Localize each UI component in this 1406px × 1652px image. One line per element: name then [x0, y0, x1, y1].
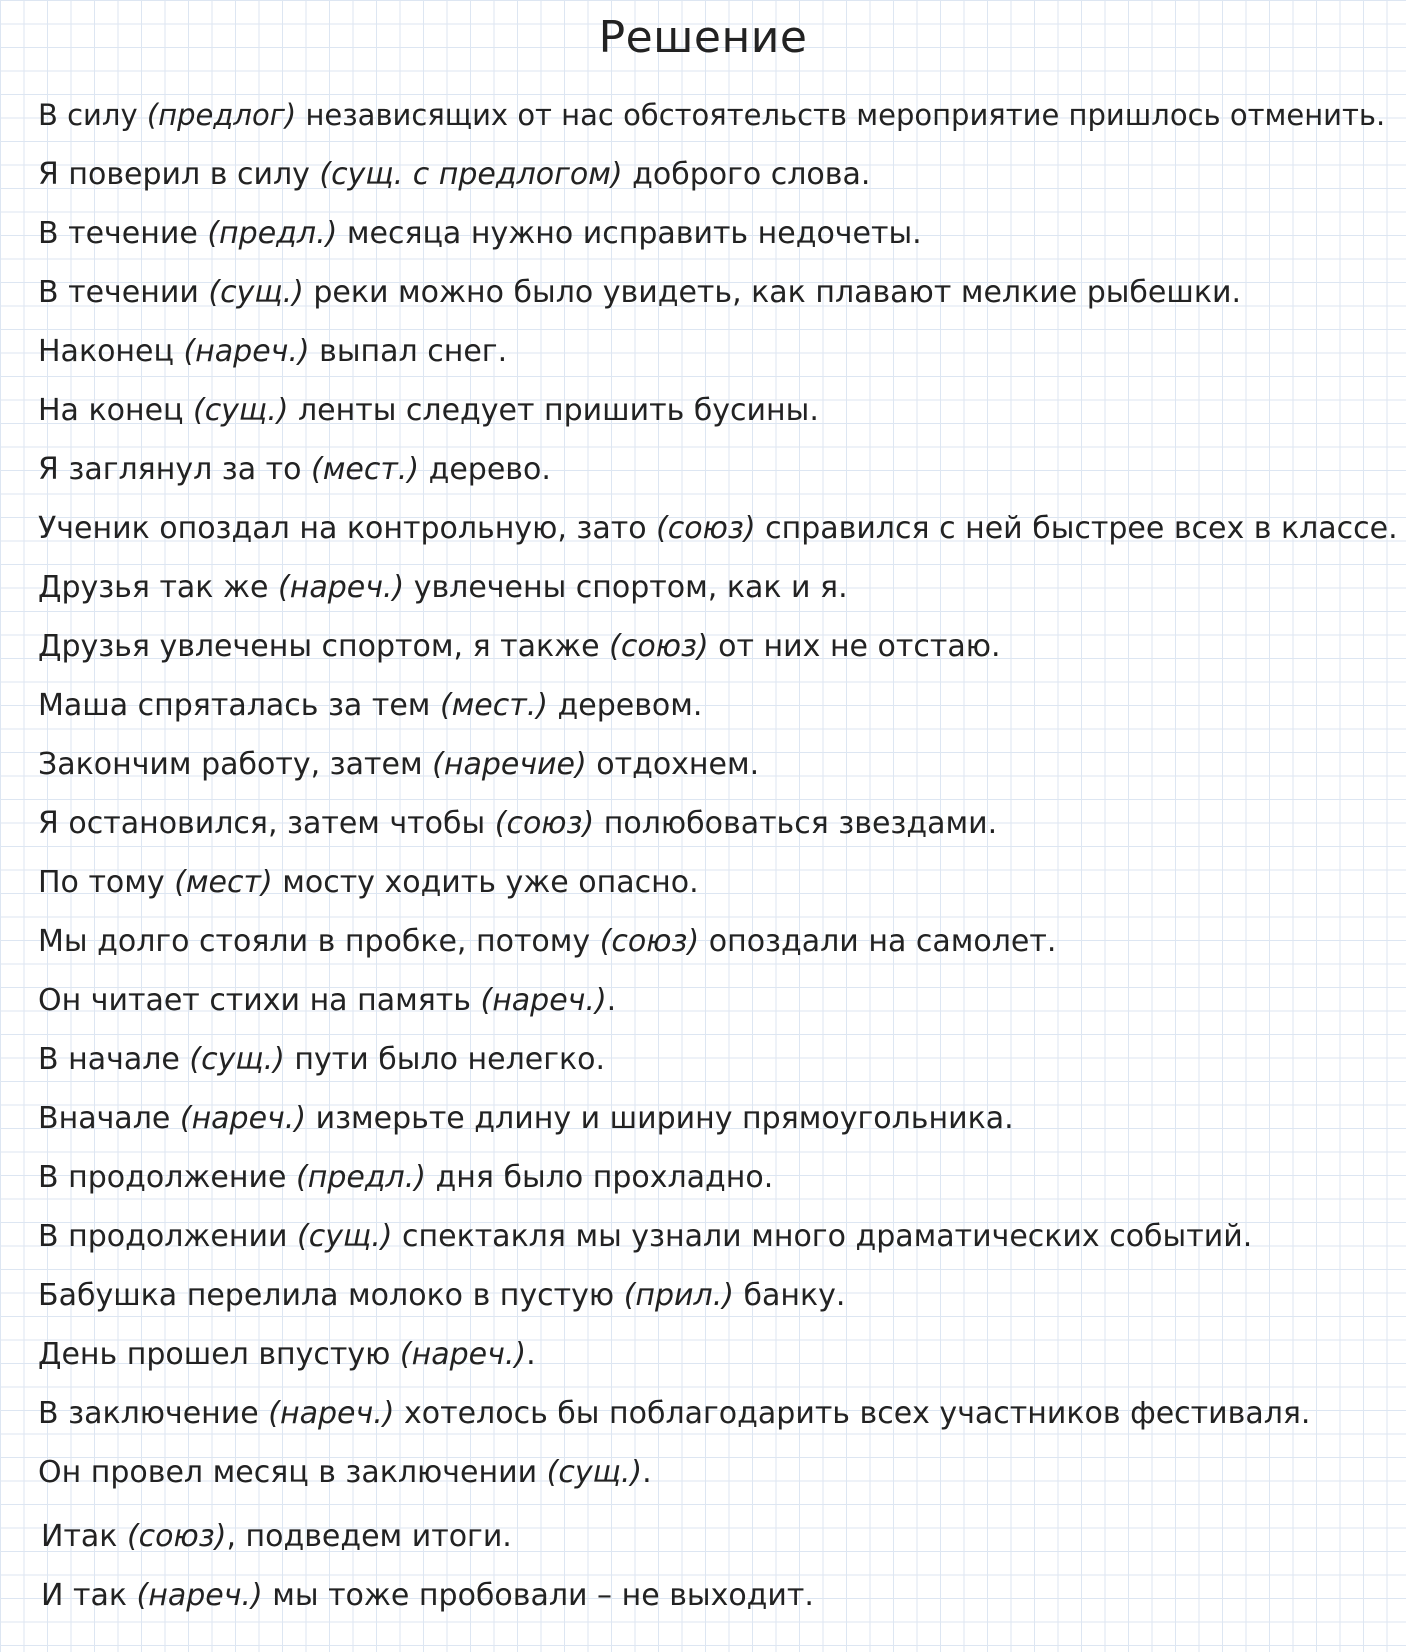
- sentence-text: ленты следует пришить бусины.: [288, 393, 819, 428]
- part-of-speech-note: (союз): [599, 924, 700, 959]
- sentence-text: В заключение: [38, 1396, 269, 1431]
- sentence-text: Закончим работу, затем: [38, 747, 433, 782]
- sentence-line: [38, 617, 1398, 676]
- part-of-speech-note: (мест.): [311, 452, 420, 487]
- sentence-line: [38, 322, 1398, 381]
- part-of-speech-note: (нареч.): [183, 334, 310, 369]
- sentence-line: [38, 912, 1398, 971]
- sentence-text: В течение: [38, 216, 208, 251]
- part-of-speech-note: (нареч.): [278, 570, 405, 605]
- sentence-text: измерьте длину и ширину прямоугольника.: [306, 1101, 1014, 1136]
- sentence-line: [38, 1207, 1398, 1266]
- sentence-text: В течении: [38, 275, 209, 310]
- sentence-text: увлечены спортом, как и я.: [404, 570, 848, 605]
- sentence-text: независящих от нас обстоятельств мероприятие пришлось отменить.: [296, 98, 1386, 132]
- sentence-line: [38, 145, 1398, 204]
- sentence-line: [38, 1507, 1398, 1566]
- part-of-speech-note: (наречие): [432, 747, 587, 782]
- sentence-line: [38, 440, 1398, 499]
- sentence-text: В продолжении: [38, 1219, 298, 1254]
- sentence-text: Я остановился, затем чтобы: [38, 806, 495, 841]
- part-of-speech-note: (сущ.): [189, 1042, 285, 1077]
- sentence-text: Я заглянул за то: [38, 452, 312, 487]
- part-of-speech-note: (предл.): [207, 216, 338, 251]
- sentence-text: .: [642, 1455, 652, 1490]
- part-of-speech-note: (нареч.): [179, 1101, 307, 1136]
- sentence-line: [38, 1030, 1398, 1089]
- sentence-line: [38, 1325, 1398, 1384]
- part-of-speech-note: (сущ.): [546, 1455, 643, 1490]
- sentence-text: В силу: [38, 98, 147, 132]
- sentence-text: Итак: [41, 1519, 127, 1554]
- sentence-text: спектакля мы узнали много драматических событий.: [392, 1219, 1253, 1254]
- sentence-text: .: [606, 983, 617, 1018]
- part-of-speech-note: (сущ.): [297, 1219, 393, 1254]
- sentence-text: Друзья увлечены спортом, я также: [38, 629, 610, 664]
- sentence-text: Друзья так же: [38, 570, 278, 605]
- part-of-speech-note: (нареч.): [268, 1396, 395, 1431]
- sentence-text: День прошел впустую: [38, 1337, 400, 1372]
- sentence-text: И так: [41, 1578, 137, 1613]
- sentence-line: [38, 1384, 1398, 1443]
- sentence-text: Ученик опоздал на контрольную, зато: [38, 511, 657, 546]
- sentence-text: .: [526, 1337, 536, 1372]
- part-of-speech-note: (предл.): [296, 1160, 426, 1195]
- sentence-text: выпал снег.: [309, 334, 508, 369]
- part-of-speech-note: (сущ. с предлогом): [319, 157, 623, 192]
- sentence-text: опоздали на самолет.: [699, 924, 1057, 959]
- sentence-line: [38, 1443, 1398, 1502]
- sentence-text: пути было нелегко.: [284, 1042, 606, 1077]
- sentence-text: реки можно было увидеть, как плавают мелкие рыбешки.: [303, 275, 1241, 310]
- sentence-line: [38, 1566, 1398, 1625]
- sentence-text: Мы долго стояли в пробке, потому: [38, 924, 600, 959]
- part-of-speech-note: (нареч.): [136, 1578, 263, 1613]
- sentence-line: [38, 971, 1398, 1030]
- part-of-speech-note: (союз): [494, 806, 595, 841]
- sentence-line: [38, 263, 1398, 322]
- sentence-text: Я поверил в силу: [38, 157, 320, 192]
- sentence-text: мосту ходить уже опасно.: [272, 865, 699, 900]
- sentence-line: [38, 1089, 1398, 1148]
- part-of-speech-note: (сущ.): [192, 393, 289, 428]
- part-of-speech-note: (нареч.): [480, 983, 607, 1018]
- sentence-line: [38, 381, 1398, 440]
- sentence-text: На конец: [38, 393, 193, 428]
- sentence-line: [38, 735, 1398, 794]
- sentence-text: В начале: [38, 1042, 190, 1077]
- sentence-line: [38, 1148, 1398, 1207]
- sentence-line: [38, 558, 1398, 617]
- part-of-speech-note: (предлог): [146, 98, 297, 132]
- sentence-text: В продолжение: [38, 1160, 296, 1195]
- sentence-text: По тому: [38, 865, 175, 900]
- sentence-text: , подведем итоги.: [226, 1519, 512, 1554]
- sentence-line: [38, 499, 1398, 558]
- sentence-text: от них не отстаю.: [708, 629, 1001, 664]
- sentence-text: хотелось бы поблагодарить всех участников фестиваля.: [394, 1396, 1311, 1431]
- sentence-text: дерево.: [419, 452, 551, 487]
- sentence-line: [38, 794, 1398, 853]
- part-of-speech-note: (сущ.): [208, 275, 304, 310]
- part-of-speech-note: (союз): [656, 511, 756, 546]
- sentence-text: справился с ней быстрее всех в классе.: [755, 511, 1398, 546]
- sentence-text: мы тоже пробовали – не выходит.: [262, 1578, 814, 1613]
- sentence-text: Вначале: [38, 1101, 180, 1136]
- sentence-text: Он читает стихи на память: [38, 983, 481, 1018]
- sentence-line: [38, 204, 1398, 263]
- sentence-line: [38, 86, 1398, 145]
- part-of-speech-note: (нареч.): [399, 1337, 527, 1372]
- sentence-text: полюбоваться звездами.: [594, 806, 998, 841]
- sentence-line: [38, 1266, 1398, 1325]
- sentence-text: банку.: [733, 1278, 846, 1313]
- sentence-text: доброго слова.: [622, 157, 871, 192]
- sentence-text: Бабушка перелила молоко в пустую: [38, 1278, 624, 1313]
- sentence-text: Он провел месяц в заключении: [38, 1455, 547, 1490]
- sentence-text: дня было прохладно.: [425, 1160, 774, 1195]
- part-of-speech-note: (прил.): [623, 1278, 734, 1313]
- sentence-list: [38, 86, 1398, 1625]
- sentence-line: [38, 676, 1398, 735]
- sentence-text: месяца нужно исправить недочеты.: [337, 216, 922, 251]
- sentence-text: деревом.: [547, 688, 703, 723]
- sentence-text: Маша спряталась за тем: [38, 688, 440, 723]
- part-of-speech-note: (мест.): [439, 688, 548, 723]
- part-of-speech-note: (мест): [174, 865, 273, 900]
- part-of-speech-note: (союз): [609, 629, 709, 664]
- sentence-line: [38, 853, 1398, 912]
- page-title: Решение: [598, 12, 808, 63]
- sentence-text: отдохнем.: [586, 747, 760, 782]
- part-of-speech-note: (союз): [126, 1519, 227, 1554]
- sentence-text: Наконец: [38, 334, 184, 369]
